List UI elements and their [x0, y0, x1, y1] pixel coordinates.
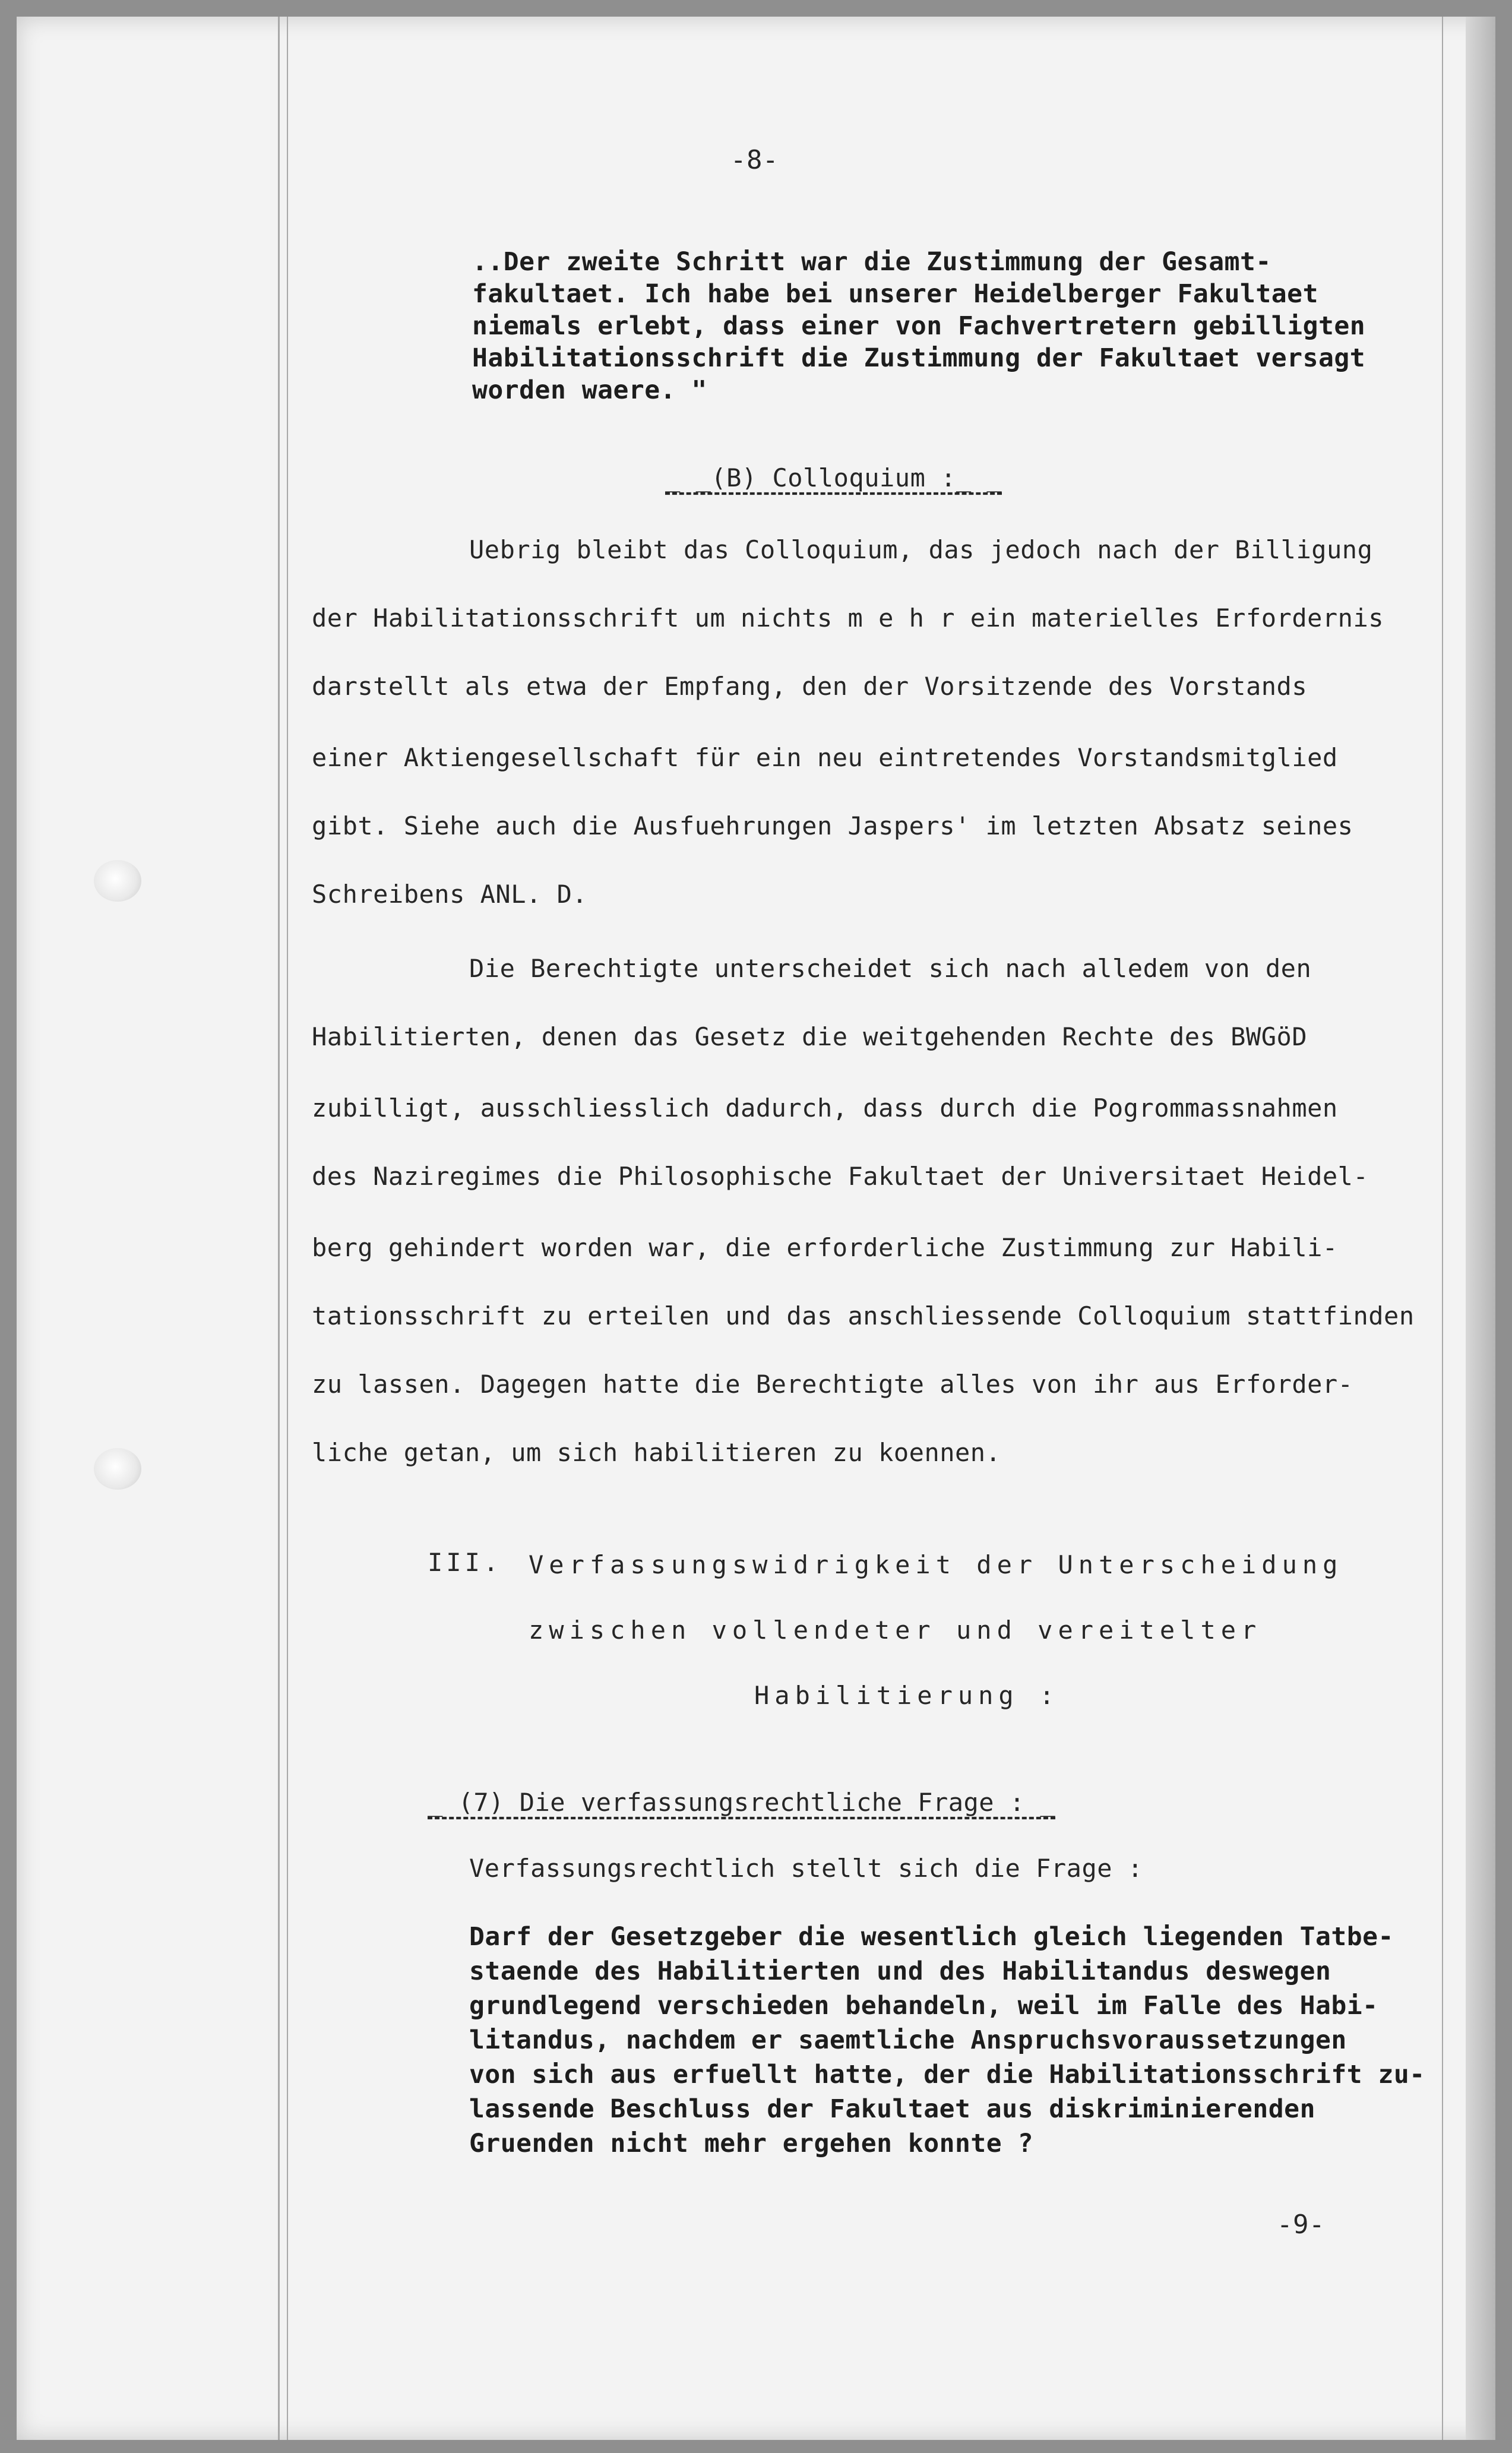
paragraph-line: gibt. Siehe auch die Ausfuehrungen Jaspers' im letzten Absatz seines — [312, 811, 1353, 840]
paragraph-line: des Naziregimes die Philosophische Fakultaet der Universitaet Heidel- — [312, 1162, 1369, 1191]
section-title-line: Habilitierung : — [754, 1681, 1060, 1710]
section-heading-verfassungsfrage: _ (7) Die verfassungsrechtliche Frage : _ — [428, 1788, 1056, 1817]
question-line: von sich aus erfuellt hatte, der die Habilitationsschrift zu- — [469, 2060, 1425, 2090]
left-margin-rule-inner — [287, 17, 288, 2440]
question-line: grundlegend verschieden behandeln, weil im Falle des Habi- — [469, 1991, 1378, 2021]
paragraph-line: einer Aktiengesellschaft für ein neu eintretendes Vorstandsmitglied — [312, 743, 1338, 772]
quote-line: niemals erlebt, dass einer von Fachvertretern gebilligten — [472, 311, 1366, 341]
paragraph-line: liche getan, um sich habilitieren zu koennen. — [312, 1438, 1001, 1467]
section-numeral: III. — [428, 1548, 502, 1577]
left-margin-rule — [278, 17, 280, 2440]
quote-line: Habilitationsschrift die Zustimmung der Fakultaet versagt — [472, 343, 1366, 373]
question-line: litandus, nachdem er saemtliche Anspruchsvoraussetzungen — [469, 2025, 1347, 2055]
paragraph-line: darstellt als etwa der Empfang, den der Vorsitzende des Vorstands — [312, 672, 1308, 701]
punch-hole-icon — [94, 1448, 141, 1490]
section-title-line: zwischen vollendeter und vereitelter — [529, 1616, 1262, 1645]
paragraph-line: Die Berechtigte unterscheidet sich nach alledem von den — [469, 954, 1312, 983]
paragraph-line: Habilitierten, denen das Gesetz die weitgehenden Rechte des BWGöD — [312, 1022, 1308, 1051]
paragraph-line: berg gehindert worden war, die erforderliche Zustimmung zur Habili- — [312, 1233, 1338, 1262]
question-line: Darf der Gesetzgeber die wesentlich gleich liegenden Tatbe- — [469, 1922, 1394, 1952]
paragraph-line: Uebrig bleibt das Colloquium, das jedoch nach der Billigung — [469, 535, 1373, 564]
question-line: Gruenden nicht mehr ergehen konnte ? — [469, 2129, 1033, 2158]
page-edge-shadow — [1466, 17, 1495, 2440]
page-number-bottom: -9- — [1277, 2209, 1325, 2240]
section-title-line: Verfassungswidrigkeit der Unterscheidung — [529, 1550, 1343, 1579]
page-number-top: -8- — [730, 145, 779, 175]
section-heading-colloquium: _ _(B) Colloquium :_ _ — [665, 463, 1002, 492]
paragraph-line: tationsschrift zu erteilen und das anschliessende Colloquium stattfinden — [312, 1301, 1415, 1330]
question-line: lassende Beschluss der Fakultaet aus diskriminierenden — [469, 2094, 1315, 2124]
section-intro: Verfassungsrechtlich stellt sich die Frage : — [469, 1854, 1143, 1883]
question-line: staende des Habilitierten und des Habilitandus deswegen — [469, 1956, 1331, 1986]
right-margin-rule — [1442, 17, 1443, 2440]
paragraph-line: Schreibens ANL. D. — [312, 880, 588, 909]
quote-line: ..Der zweite Schritt war die Zustimmung der Gesamt- — [472, 247, 1271, 277]
quote-line: worden waere. " — [472, 375, 707, 405]
punch-hole-icon — [94, 860, 141, 902]
paragraph-line: zu lassen. Dagegen hatte die Berechtigte alles von ihr aus Erforder- — [312, 1370, 1353, 1399]
paragraph-line: der Habilitationsschrift um nichts m e h r ein materielles Erfordernis — [312, 603, 1384, 633]
paragraph-line: zubilligt, ausschliesslich dadurch, dass durch die Pogrommassnahmen — [312, 1093, 1338, 1123]
quote-line: fakultaet. Ich habe bei unserer Heidelberger Fakultaet — [472, 279, 1318, 309]
